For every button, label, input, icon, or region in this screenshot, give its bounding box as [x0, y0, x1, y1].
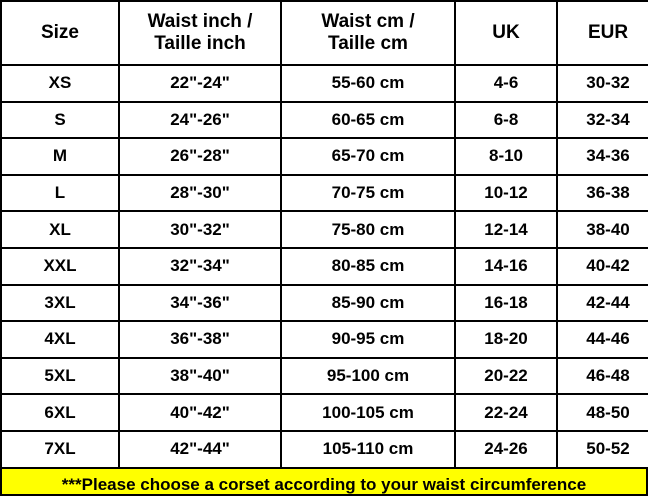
cell-waist-inch: 22"-24"	[119, 65, 281, 102]
cell-uk: 24-26	[455, 431, 557, 468]
cell-size: XL	[1, 211, 119, 248]
column-header-waist-cm-line2: Taille cm	[328, 33, 408, 54]
cell-size: M	[1, 138, 119, 175]
table-row	[1, 175, 648, 212]
cell-size: 7XL	[1, 431, 119, 468]
cell-waist-cm: 75-80 cm	[281, 211, 455, 248]
cell-waist-inch: 38"-40"	[119, 358, 281, 395]
cell-waist-inch: 34"-36"	[119, 285, 281, 322]
cell-waist-cm: 80-85 cm	[281, 248, 455, 285]
cell-eur: 42-44	[557, 285, 648, 322]
cell-size: XXL	[1, 248, 119, 285]
cell-eur: 48-50	[557, 394, 648, 431]
cell-waist-inch: 42"-44"	[119, 431, 281, 468]
column-header-eur-line1: EUR	[587, 21, 629, 43]
cell-uk: 22-24	[455, 394, 557, 431]
cell-waist-cm: 55-60 cm	[281, 65, 455, 102]
cell-waist-cm: 70-75 cm	[281, 175, 455, 212]
cell-eur: 36-38	[557, 175, 648, 212]
column-header-waist-cm-line1: Waist cm /	[321, 10, 415, 32]
cell-waist-inch: 26"-28"	[119, 138, 281, 175]
column-header-eur	[557, 1, 648, 65]
cell-uk: 12-14	[455, 211, 557, 248]
table-row	[1, 285, 648, 322]
cell-eur: 40-42	[557, 248, 648, 285]
cell-eur: 34-36	[557, 138, 648, 175]
column-header-uk-line1: UK	[492, 21, 520, 43]
cell-uk: 18-20	[455, 321, 557, 358]
cell-waist-cm: 85-90 cm	[281, 285, 455, 322]
cell-waist-cm: 65-70 cm	[281, 138, 455, 175]
cell-size: L	[1, 175, 119, 212]
table-row	[1, 431, 648, 468]
table-row	[1, 321, 648, 358]
column-header-size-line1: Size	[40, 21, 80, 43]
cell-eur: 44-46	[557, 321, 648, 358]
cell-eur: 30-32	[557, 65, 648, 102]
cell-uk: 4-6	[455, 65, 557, 102]
cell-waist-cm: 90-95 cm	[281, 321, 455, 358]
column-header-waist-cm	[281, 1, 455, 65]
cell-size: XS	[1, 65, 119, 102]
cell-waist-inch: 40"-42"	[119, 394, 281, 431]
table-row	[1, 65, 648, 102]
cell-waist-cm: 105-110 cm	[281, 431, 455, 468]
table-row	[1, 102, 648, 139]
cell-size: 6XL	[1, 394, 119, 431]
footer-note: ***Please choose a corset according to your waist circumference	[0, 469, 648, 496]
cell-waist-inch: 32"-34"	[119, 248, 281, 285]
column-header-uk	[455, 1, 557, 65]
header-row	[1, 1, 648, 65]
cell-size: 3XL	[1, 285, 119, 322]
table-row	[1, 394, 648, 431]
cell-waist-inch: 28"-30"	[119, 175, 281, 212]
cell-eur: 38-40	[557, 211, 648, 248]
cell-waist-inch: 36"-38"	[119, 321, 281, 358]
cell-eur: 32-34	[557, 102, 648, 139]
column-header-waist-inch-line1: Waist inch /	[147, 10, 253, 32]
cell-uk: 16-18	[455, 285, 557, 322]
table-row	[1, 211, 648, 248]
cell-size: 5XL	[1, 358, 119, 395]
cell-waist-cm: 100-105 cm	[281, 394, 455, 431]
cell-waist-inch: 30"-32"	[119, 211, 281, 248]
table-row	[1, 138, 648, 175]
table-header	[1, 1, 648, 65]
cell-uk: 20-22	[455, 358, 557, 395]
cell-waist-inch: 24"-26"	[119, 102, 281, 139]
column-header-size	[1, 1, 119, 65]
table-body	[1, 65, 648, 468]
cell-waist-cm: 95-100 cm	[281, 358, 455, 395]
cell-uk: 8-10	[455, 138, 557, 175]
cell-eur: 46-48	[557, 358, 648, 395]
cell-uk: 14-16	[455, 248, 557, 285]
cell-eur: 50-52	[557, 431, 648, 468]
table-row	[1, 248, 648, 285]
column-header-waist-inch-line2: Taille inch	[154, 33, 246, 54]
cell-size: 4XL	[1, 321, 119, 358]
column-header-waist-inch	[119, 1, 281, 65]
cell-size: S	[1, 102, 119, 139]
cell-uk: 10-12	[455, 175, 557, 212]
cell-waist-cm: 60-65 cm	[281, 102, 455, 139]
cell-uk: 6-8	[455, 102, 557, 139]
table-row	[1, 358, 648, 395]
